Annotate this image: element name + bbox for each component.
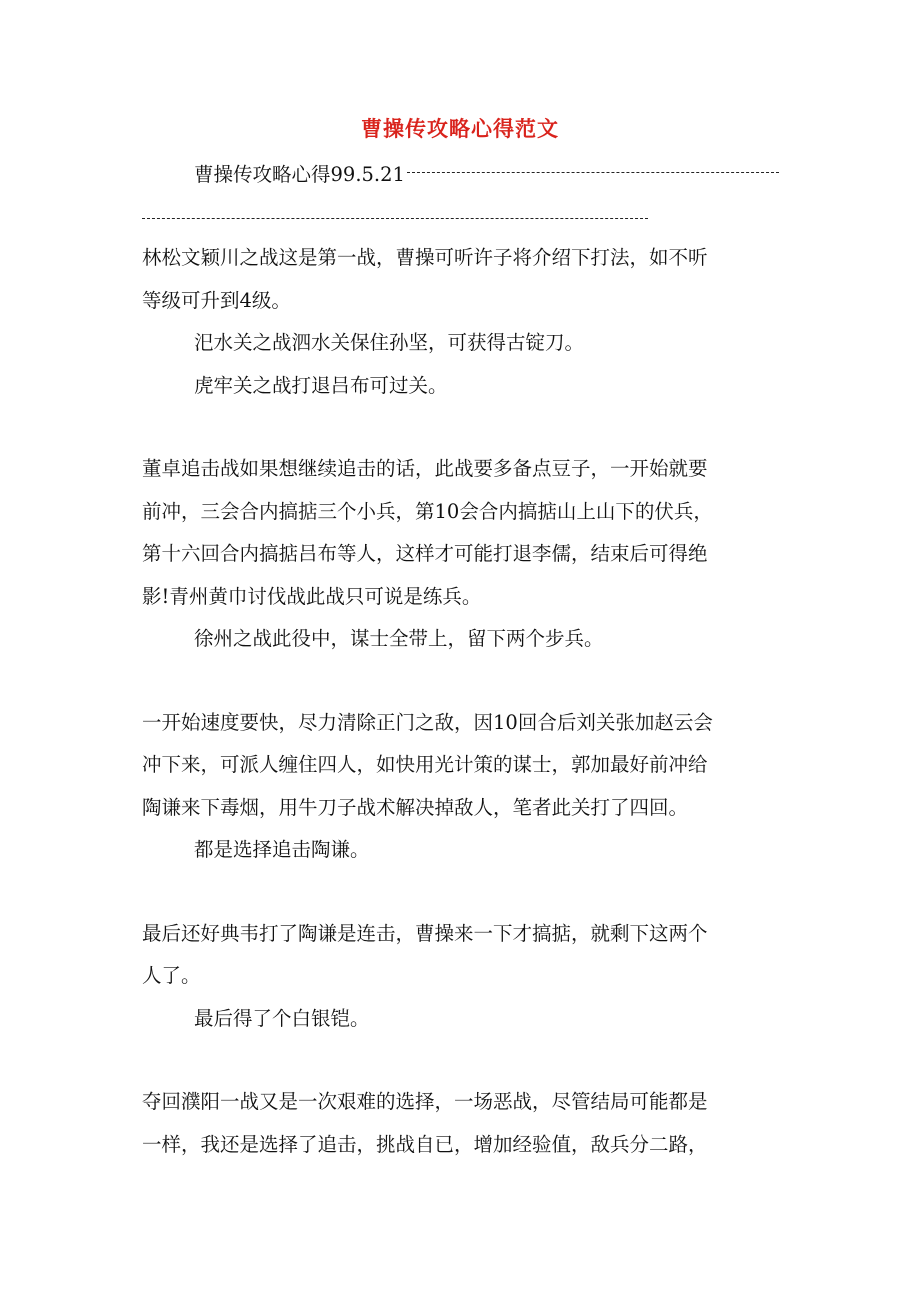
text-line: 最后还好典韦打了陶谦是连击，曹操来一下才搞掂，就剩下这两个 bbox=[142, 922, 708, 945]
text-line: 影!青州黄巾讨伐战此战只可说是练兵。 bbox=[142, 585, 482, 608]
text-line: 最后得了个白银铠。 bbox=[194, 1007, 370, 1030]
text-line: 等级可升到4级。 bbox=[142, 289, 291, 312]
text-line: 林松文颖川之战这是第一战，曹操可听许子将介绍下打法，如不听 bbox=[142, 246, 708, 269]
text-line: 前冲，三会合内搞掂三个小兵，第10会合内搞掂山上山下的伏兵， bbox=[142, 500, 713, 523]
text-line: 董卓追击战如果想继续追击的话，此战要多备点豆子，一开始就要 bbox=[142, 457, 708, 480]
text-line: 汜水关之战泗水关保住孙坚，可获得古锭刀。 bbox=[194, 331, 585, 354]
text-line: 一样，我还是选择了追击，挑战自已，增加经验值，敌兵分二路， bbox=[142, 1133, 708, 1156]
document-title: 曹操传攻略心得范文 bbox=[361, 116, 559, 141]
text-line: 人了。 bbox=[142, 964, 201, 987]
text-line: 冲下来，可派人缠住四人，如快用光计策的谋士，郭加最好前冲给 bbox=[142, 753, 708, 776]
text-line: 陶谦来下毒烟，用牛刀子战术解决掉敌人，笔者此关打了四回。 bbox=[142, 796, 689, 819]
text-line bbox=[194, 158, 844, 192]
text-line: 夺回濮阳一战又是一次艰难的选择，一场恶战，尽管结局可能都是 bbox=[142, 1090, 708, 1113]
text-line: 第十六回合内搞掂吕布等人，这样才可能打退李儒，结束后可得绝 bbox=[142, 542, 708, 565]
text-line: 虎牢关之战打退吕布可过关。 bbox=[194, 374, 448, 397]
text-line: 一开始速度要快，尽力清除正门之敌，因10回合后刘关张加赵云会 bbox=[142, 711, 713, 734]
text-line-content: 曹操传攻略心得99.5.21 bbox=[194, 163, 405, 186]
text-line: 都是选择追击陶谦。 bbox=[194, 838, 370, 861]
dashed-separator-continued bbox=[142, 218, 648, 219]
dashed-separator bbox=[407, 172, 779, 173]
text-line: 徐州之战此役中，谋士全带上，留下两个步兵。 bbox=[194, 627, 604, 650]
